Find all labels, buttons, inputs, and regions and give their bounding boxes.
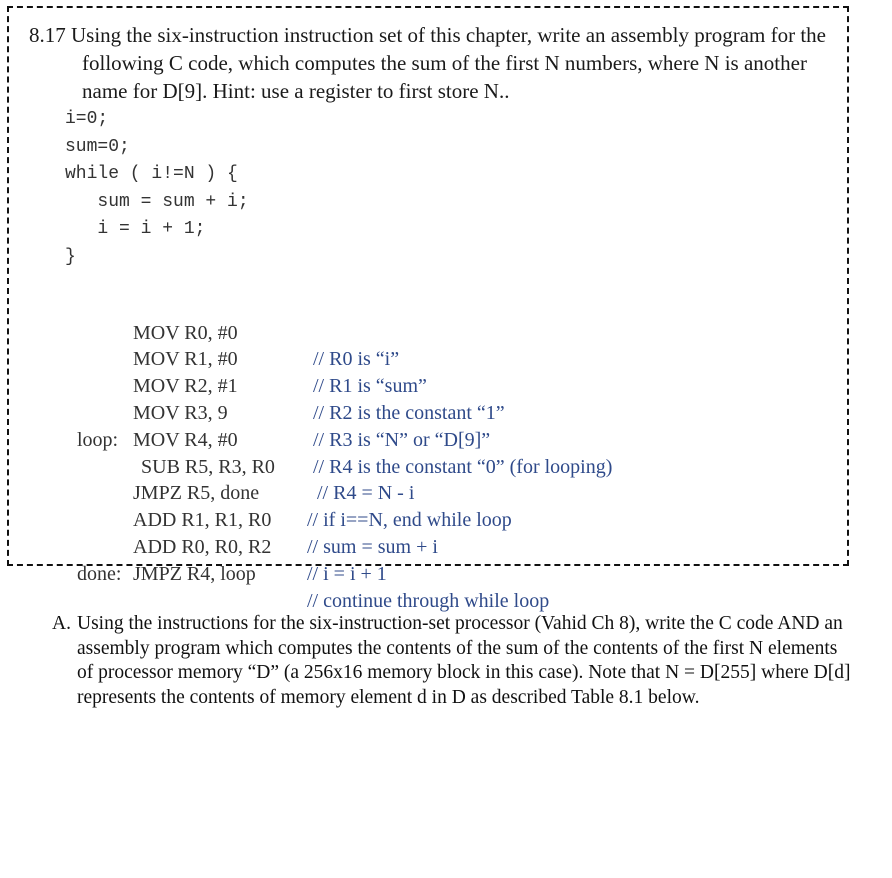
c-code-line: sum = sum + i; (65, 191, 249, 212)
assembly-comment: // R4 is the constant “0” (for looping) (313, 455, 613, 478)
assembly-comment: // R3 is “N” or “D[9]” (313, 428, 491, 451)
assembly-instruction: SUB R5, R3, R0 (141, 455, 275, 478)
assembly-comment: // sum = sum + i (307, 535, 438, 558)
assembly-label: done: (77, 562, 122, 585)
assembly-instruction: MOV R0, #0 (133, 321, 238, 344)
c-code-line: while ( i!=N ) { (65, 164, 238, 184)
c-code-line: i=0; (65, 109, 109, 129)
assembly-instruction: MOV R1, #0 (133, 348, 238, 371)
assembly-comment: // i = i + 1 (307, 562, 387, 585)
assembly-comment: // R1 is “sum” (313, 375, 427, 398)
assembly-instruction: ADD R1, R1, R0 (133, 509, 272, 532)
question-text: Using the instructions for the six-instruction-set processor (Vahid Ch 8), write the C code AND an assembly program which computes the contents of the sum of the contents of the first N elements of processor memory “D” (a 256x16 memory block in this case). Note that N = D[255] where D[d] represents the contents of memory element d in D as described Table 8.1 below. (77, 613, 851, 708)
problem-statement: 8.17 Using the six-instruction instruction set of this chapter, write an assembly program for the following C code, which computes the sum of the first N numbers, where N is another name for D[9]. Hint: use a register to first store N.. (29, 23, 826, 103)
c-code-line: } (65, 246, 76, 267)
question-a (52, 612, 852, 710)
problem-box (7, 6, 849, 612)
assembly-instruction: ADD R0, R0, R2 (133, 535, 272, 558)
assembly-instruction: MOV R3, 9 (133, 401, 228, 424)
assembly-instruction: JMPZ R4, loop (133, 562, 256, 585)
assembly-label: loop: (77, 428, 119, 451)
c-code-line: sum=0; (65, 136, 130, 157)
assembly-comment: // if i==N, end while loop (307, 509, 512, 532)
c-code-block (65, 106, 249, 271)
assembly-instruction: MOV R4, #0 (133, 428, 238, 451)
assembly-comment: // continue through while loop (307, 589, 550, 612)
assembly-instruction: MOV R2, #1 (133, 375, 238, 398)
c-code-line: i = i + 1; (65, 219, 206, 239)
assembly-comment: // R4 = N - i (317, 482, 415, 505)
assembly-instruction: JMPZ R5, done (133, 482, 260, 505)
assembly-comment: // R2 is the constant “1” (313, 401, 505, 424)
assembly-comment: // R0 is “i” (313, 348, 400, 371)
assembly-program (9, 266, 849, 612)
question-letter: A. (52, 613, 71, 634)
